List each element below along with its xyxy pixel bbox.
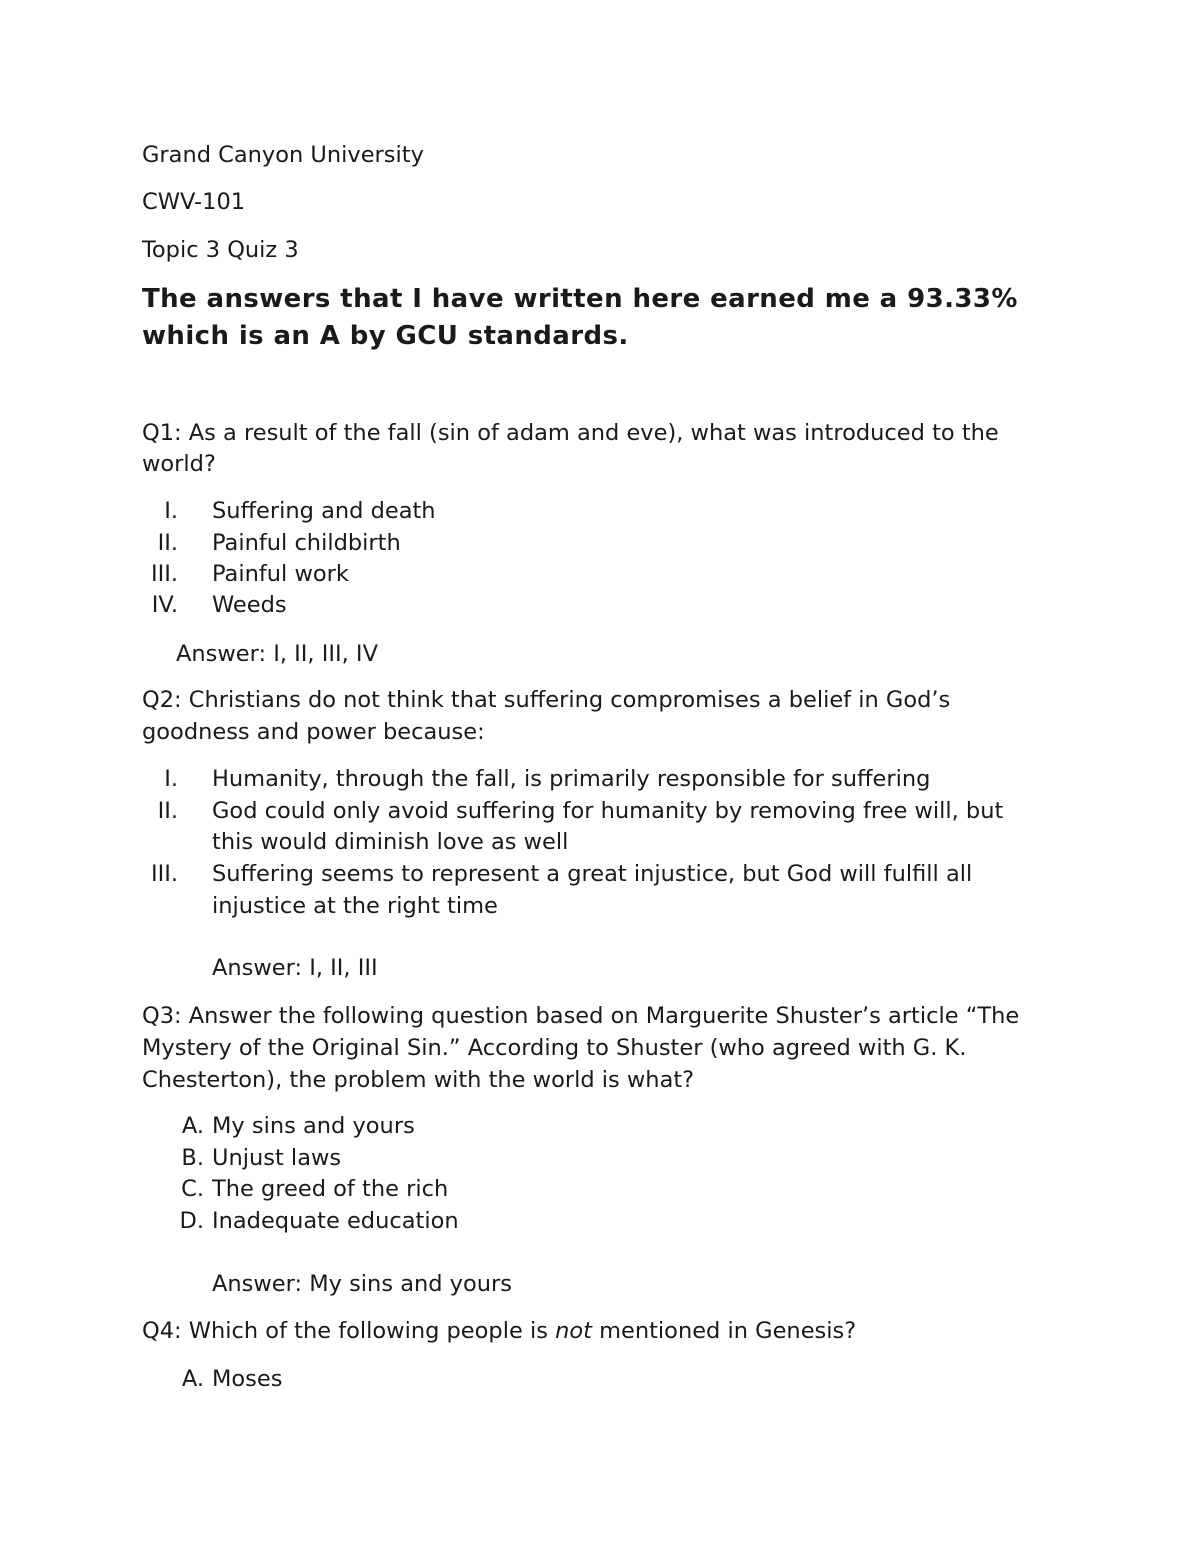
q2-answer: Answer: I, II, III [212, 955, 378, 981]
q2-question-line-1: Q2: Christians do not think that suffering compromises a belief in God’s [142, 687, 951, 713]
list-item-text: Painful work [212, 561, 349, 587]
list-item-text: Painful childbirth [212, 530, 401, 556]
list-marker: III. [150, 561, 178, 587]
list-marker: III. [150, 861, 178, 887]
course-code: CWV-101 [142, 189, 246, 215]
list-item-text: Suffering seems to represent a great injustice, but God will fulfill all [212, 861, 973, 887]
list-item-text: God could only avoid suffering for humanity by removing free will, but [212, 798, 1004, 824]
score-notice-line-1: The answers that I have written here earned me a 93.33% [142, 284, 1018, 314]
list-item-text: Humanity, through the fall, is primarily responsible for suffering [212, 766, 931, 792]
list-marker: A. [181, 1366, 204, 1392]
q4-question [142, 1316, 856, 1347]
list-item-text: Moses [212, 1366, 283, 1392]
q3-question-line-2: Mystery of the Original Sin.” According to Shuster (who agreed with G. K. [142, 1035, 967, 1061]
q2-question-line-2: goodness and power because: [142, 719, 485, 745]
list-marker: II. [157, 530, 178, 556]
list-item-text-continued: this would diminish love as well [212, 829, 569, 855]
list-item-text: My sins and yours [212, 1113, 415, 1139]
list-item-text: Inadequate education [212, 1208, 459, 1234]
q1-answer: Answer: I, II, III, IV [176, 641, 378, 667]
list-item-text-continued: injustice at the right time [212, 893, 498, 919]
list-marker: A. [181, 1113, 204, 1139]
list-marker: I. [164, 766, 178, 792]
list-marker: I. [164, 498, 178, 524]
q3-answer: Answer: My sins and yours [212, 1271, 512, 1297]
list-item-text: The greed of the rich [212, 1176, 449, 1202]
list-marker: B. [181, 1145, 204, 1171]
q1-question-line-1: Q1: As a result of the fall (sin of adam and eve), what was introduced to the [142, 420, 999, 446]
list-marker: D. [179, 1208, 204, 1234]
school-name: Grand Canyon University [142, 142, 424, 168]
quiz-topic: Topic 3 Quiz 3 [142, 237, 299, 263]
list-marker: II. [157, 798, 178, 824]
list-item-text: Suffering and death [212, 498, 436, 524]
q1-question-line-2: world? [142, 451, 216, 477]
list-item-text: Weeds [212, 592, 287, 618]
q4-question-emphasis: not [555, 1318, 592, 1344]
list-marker: C. [181, 1176, 204, 1202]
q3-question-line-3: Chesterton), the problem with the world is what? [142, 1067, 695, 1093]
score-notice-line-2: which is an A by GCU standards. [142, 321, 629, 351]
q4-question-end: mentioned in Genesis? [591, 1318, 857, 1344]
q4-question-start: Q4: Which of the following people is [142, 1318, 556, 1344]
list-marker: IV. [151, 592, 178, 618]
q3-question-line-1: Q3: Answer the following question based on Marguerite Shuster’s article “The [142, 1003, 1020, 1029]
list-item-text: Unjust laws [212, 1145, 342, 1171]
